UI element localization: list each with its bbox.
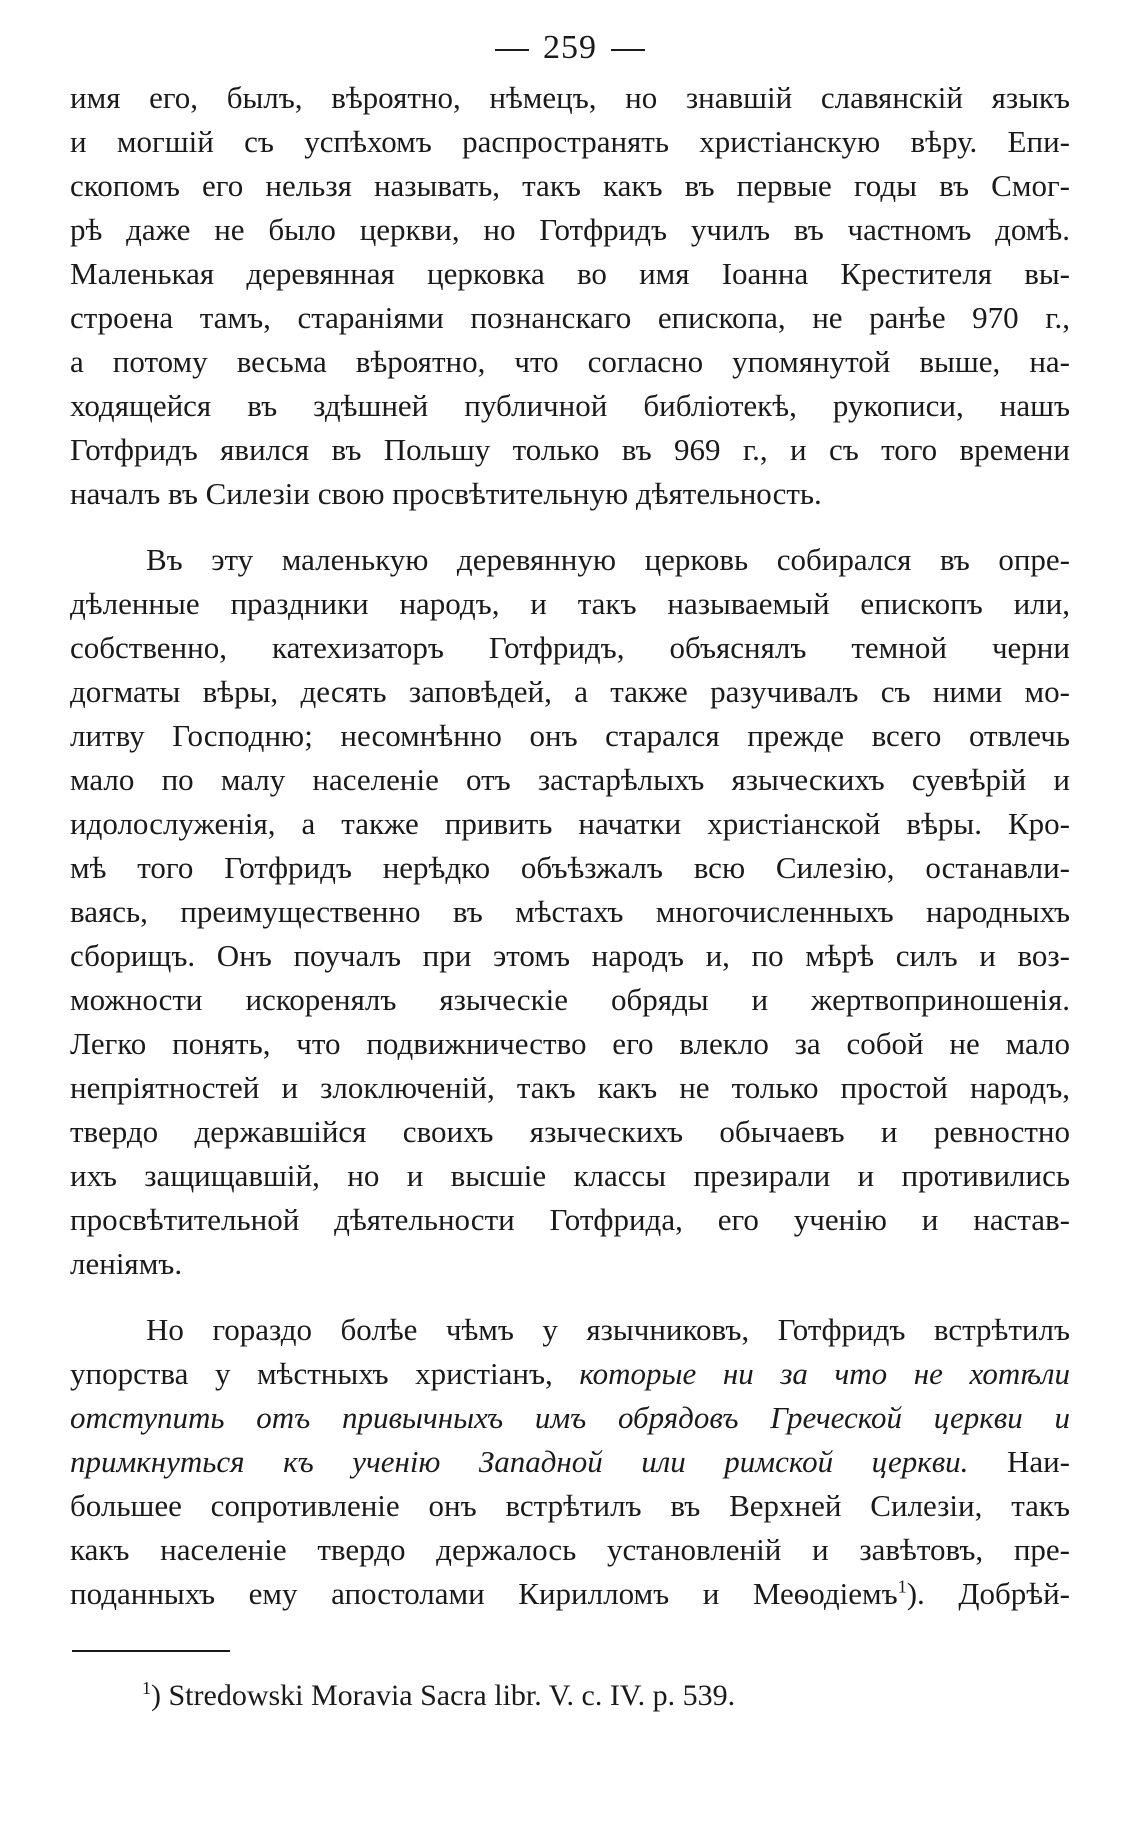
text-line: леніямъ. (70, 1246, 183, 1281)
text-line: Маленькая деревянная церковка во имя Іоанна Крестителя вы- (70, 256, 1070, 291)
text-line: ходящейся въ здѣшней публичной библіотекѣ, рукописи, нашъ (70, 388, 1070, 423)
paragraph-2 (70, 538, 1070, 1286)
text-segment: ). Добрѣй- (906, 1576, 1070, 1611)
footnote-rule (72, 1650, 230, 1652)
text-line: собственно, катехизаторъ Готфридъ, объяснялъ темной черни (70, 630, 1070, 665)
text-line: рѣ даже не было церкви, но Готфридъ училъ въ частномъ домѣ. (70, 212, 1070, 247)
text-segment: поданныхъ ему апостолами Кирилломъ и Меѳодіемъ (70, 1576, 898, 1611)
text-line: началъ въ Силезіи свою просвѣтительную дѣятельность. (70, 476, 822, 511)
text-line: непріятностей и злоключеній, такъ какъ не только простой народъ, (70, 1070, 1070, 1105)
page-number: 259 (543, 29, 597, 66)
text-segment: упорства у мѣстныхъ христіанъ, (70, 1356, 553, 1391)
footnote (70, 1674, 1070, 1718)
page-header (70, 20, 1070, 76)
text-line: Готфридъ явился въ Польшу только въ 969 г., и съ того времени (70, 432, 1070, 467)
body-text (70, 76, 1070, 1616)
text-line: литву Господню; несомнѣнно онъ старался прежде всего отвлечь (70, 718, 1070, 753)
italic-quote: которые ни за что не хотѣли (579, 1356, 1070, 1391)
text-line: Но гораздо болѣе чѣмъ у язычниковъ, Готфридъ встрѣтилъ (146, 1312, 1070, 1347)
text-line: мало по малу населеніе отъ застарѣлыхъ языческихъ суевѣрій и (70, 762, 1070, 797)
italic-line: отступить отъ привычныхъ имъ обрядовъ Греческой церкви и (70, 1400, 1070, 1435)
italic-quote: примкнуться къ ученію Западной или римской церкви. (70, 1444, 969, 1479)
text-line: а потому весьма вѣроятно, что согласно упомянутой выше, на- (70, 344, 1070, 379)
header-dash-right (611, 49, 645, 51)
text-line: какъ населеніе твердо держалось установленій и завѣтовъ, пре- (70, 1532, 1070, 1567)
book-page (70, 20, 1070, 1718)
text-segment: Наи- (1006, 1444, 1070, 1479)
text-line: твердо державшійся своихъ языческихъ обычаевъ и ревностно (70, 1114, 1070, 1149)
footnote-text: ) Stredowski Moravia Sacra libr. V. c. IV. p. 539. (151, 1679, 736, 1712)
text-line: строена тамъ, стараніями познанскаго епископа, не ранѣе 970 г., (70, 300, 1070, 335)
text-line: скопомъ его нельзя называть, такъ какъ въ первые годы въ Смог- (70, 168, 1070, 203)
text-line: догматы вѣры, десять заповѣдей, а также разучивалъ съ ними мо- (70, 674, 1070, 709)
text-line: Въ эту маленькую деревянную церковь собирался въ опре- (146, 542, 1070, 577)
footnote-marker: 1 (142, 1678, 151, 1698)
text-line: ваясь, преимущественно въ мѣстахъ многочисленныхъ народныхъ (70, 894, 1070, 929)
text-line: просвѣтительной дѣятельности Готфрида, его ученію и настав- (70, 1202, 1070, 1237)
header-dash-left (495, 49, 529, 51)
text-line: и могшій съ успѣхомъ распространять христіанскую вѣру. Епи- (70, 124, 1070, 159)
paragraph-3 (70, 1308, 1070, 1616)
text-line: идолослуженія, а также привить начатки христіанской вѣры. Кро- (70, 806, 1070, 841)
text-line: мѣ того Готфридъ нерѣдко объѣзжалъ всю Силезію, останавли- (70, 850, 1070, 885)
text-line: большее сопротивленіе онъ встрѣтилъ въ Верхней Силезіи, такъ (70, 1488, 1070, 1523)
text-line (70, 1440, 1070, 1484)
text-line: можности искоренялъ языческіе обряды и жертвоприношенія. (70, 982, 1070, 1017)
text-line: дѣленные праздники народъ, и такъ называемый епископъ или, (70, 586, 1070, 621)
text-line: ихъ защищавшій, но и высшіе классы презирали и противились (70, 1158, 1070, 1193)
text-line (70, 1572, 1070, 1616)
paragraph-1 (70, 76, 1070, 516)
text-line: имя его, былъ, вѣроятно, нѣмецъ, но знавшій славянскій языкъ (70, 80, 1070, 115)
text-line: сборищъ. Онъ поучалъ при этомъ народъ и, по мѣрѣ силъ и воз- (70, 938, 1070, 973)
text-line (70, 1352, 1070, 1396)
footnote-ref[interactable]: 1 (897, 1576, 907, 1597)
text-line: Легко понять, что подвижничество его влекло за собой не мало (70, 1026, 1070, 1061)
